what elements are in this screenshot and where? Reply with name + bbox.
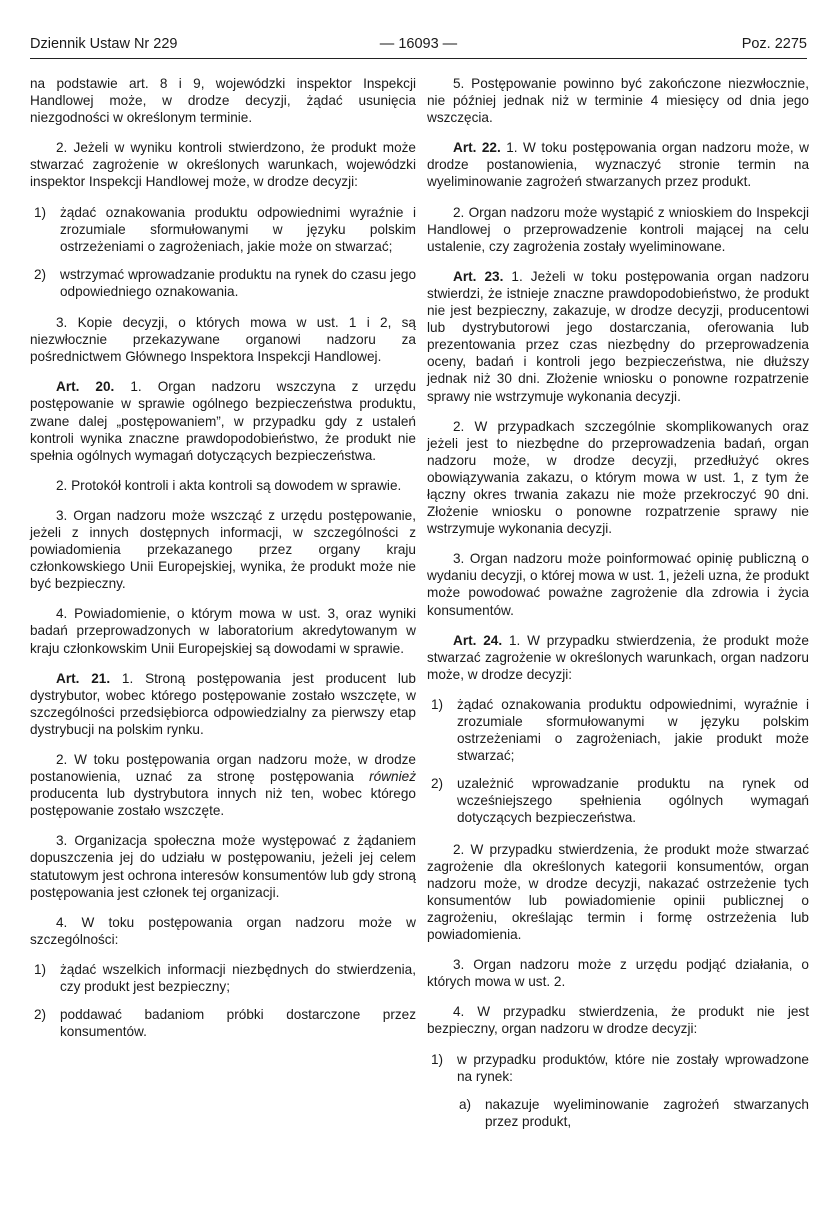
paragraph: 2. W przypadku stwierdzenia, że produkt może stwarzać zagrożenie dla określonych kategorii konsumentów, organ nadzoru może, w drodze decyzji, nakazać ostrzeżenie tych konsumentów lub powiadomienie opinii publicznej o zagrożeniu, określając termin i formę ostrzeżenia lub powiadomienia. [427, 841, 809, 943]
article-text: 1. Jeżeli w toku postępowania organ nadzoru stwierdzi, że istnieje znaczne prawdopodobieństwo, że produkt nie jest bezpieczny, zakazuje, w drodze decyzji, producentowi lub dystrybutorowi jego dostarczania, oferowania lub prezentowania przez czas niezbędny do przeprowadzenia oceny, badań i kontroli jego bezpieczeństwa, nie dłuższy jednak niż 30 dni. Złożenie wniosku o ponowne rozpatrzenie sprawy nie wstrzymuje wykonania decyzji. [427, 268, 810, 404]
sub-list-letter: a) [459, 1096, 472, 1112]
sub-list-text: nakazuje wyeliminowanie zagrożeń stwarzanych przez produkt, [485, 1096, 809, 1129]
list-text: wstrzymać wprowadzanie produktu na rynek do czasu jego odpowiedniego oznakowania. [60, 266, 416, 299]
article-22 [427, 139, 809, 190]
list-text: żądać wszelkich informacji niezbędnych do stwierdzenia, czy produkt jest bezpieczny; [60, 961, 416, 995]
list-number: 1) [431, 696, 444, 712]
article-text: 1. W toku postępowania organ nadzoru może, w drodze postanowienia, wyznaczyć stronie termin na wyeliminowanie zagrożeń stwarzanych przez produkt. [427, 140, 809, 190]
list-number: 2) [34, 266, 47, 282]
list-item [427, 696, 809, 764]
page-header [30, 36, 807, 59]
article-text: 1. W przypadku stwierdzenia, że produkt może stwarzać zagrożenie w określonych warunkach, organ nadzoru może, w drodze decyzji: [427, 632, 809, 682]
list-number: 2) [431, 776, 444, 792]
paragraph: 2. W przypadkach szczególnie skomplikowanych oraz jeżeli jest to niezbędne do przeprowadzenia badań, organ nadzoru może, w drodze decyzji, przedłużyć okres obowiązywania zakazu, o którym mowa w ust. 1, z tym że łączny okres trwania zakazu nie może przekroczyć 90 dni. Złożenie wniosku o ponowne rozpatrzenie sprawy nie wstrzymuje wykonania decyzji. [427, 418, 809, 537]
list-text: żądać oznakowania produktu odpowiednimi wyraźnie i zrozumiale sformułowanymi w języku polskim ostrzeżeniami o zagrożeniach, jakie może on stwarzać; [60, 204, 416, 254]
list-item [427, 1051, 809, 1085]
paragraph [30, 751, 416, 819]
paragraph: 3. Organ nadzoru może poinformować opinię publiczną o wydaniu decyzji, o której mowa w ust. 1, jeżeli uzna, że produkt może powodować poważne zagrożenie dla zdrowia i życia konsumentów. [427, 551, 809, 618]
position-number: Poz. 2275 [741, 36, 807, 52]
article-text: 1. Stroną postępowania jest producent lub dystrybutor, wobec którego postępowanie zostało wszczęte, w szczególności przedsiębiorca odpowiedzialny za pierwszy etap dystrybucji na polskim rynku. [30, 670, 416, 737]
article-24 [427, 632, 809, 683]
article-label: Art. 21. [56, 670, 111, 686]
sub-list-item [427, 1096, 809, 1130]
paragraph: 5. Postępowanie powinno być zakończone niezwłocznie, nie później jednak niż w terminie 4 miesięcy od dnia jego wszczęcia. [427, 76, 809, 126]
italic-text: również [369, 769, 416, 785]
list-number: 1) [34, 961, 47, 977]
list-number: 2) [34, 1007, 47, 1023]
list-item [427, 775, 809, 826]
list-text: żądać oznakowania produktu odpowiednimi, wyraźnie i zrozumiale sformułowanymi w języku polskim ostrzeżeniami o zagrożeniach, jakie produkt może stwarzać; [457, 696, 809, 764]
article-label: Art. 23. [453, 268, 504, 284]
journal-title: Dziennik Ustaw Nr 229 [30, 36, 178, 52]
list-text: poddawać badaniom próbki dostarczone przez konsumentów. [60, 1007, 416, 1040]
right-column [427, 75, 809, 1141]
list-text: w przypadku produktów, które nie zostały wprowadzone na rynek: [457, 1051, 809, 1084]
list-item [30, 961, 416, 995]
paragraph: 4. W przypadku stwierdzenia, że produkt nie jest bezpieczny, organ nadzoru w drodze decyzji: [427, 1004, 809, 1037]
article-label: Art. 24. [453, 632, 503, 648]
paragraph: 4. W toku postępowania organ nadzoru może w szczególności: [30, 914, 416, 947]
paragraph: na podstawie art. 8 i 9, wojewódzki inspektor Inspekcji Handlowej może, w drodze decyzji, żądać usunięcia niezgodności w określonym terminie. [30, 76, 416, 126]
list-text: uzależnić wprowadzanie produktu na rynek od wcześniejszego spełnienia ogólnych wymagań dotyczących bezpieczeństwa. [457, 776, 809, 826]
paragraph: 3. Organ nadzoru może wszcząć z urzędu postępowanie, jeżeli z innych dostępnych informacji, w szczególności z powiadomienia przekazanego przez organy kraju członkowskiego Unii Europejskiej, wynika, że produkt może nie być bezpieczny. [30, 507, 416, 592]
paragraph: 2. Organ nadzoru może wystąpić z wnioskiem do Inspekcji Handlowej o przeprowadzenie kontroli mającej na celu ustalenie, czy zagrożenia zostały wyeliminowane. [427, 204, 809, 254]
article-20 [30, 378, 416, 463]
list-item [30, 204, 416, 255]
article-text: 1. Organ nadzoru wszczyna z urzędu postępowanie w sprawie ogólnego bezpieczeństwa produktu, zwane dalej „postępowaniem”, w przypadku gdy z ustaleń kontroli wynika znaczne prawdopodobieństwo, że produkt nie spełnia ogólnych wymagań dotyczących bezpieczeństwa. [30, 379, 417, 463]
article-label: Art. 20. [56, 379, 115, 395]
paragraph: 2. Jeżeli w wyniku kontroli stwierdzono, że produkt może stwarzać zagrożenie w określonych warunkach, wojewódzki inspektor Inspekcji Handlowej może, w drodze decyzji: [30, 140, 416, 190]
page-number: — 16093 — [379, 36, 458, 52]
list-item [30, 1006, 416, 1040]
paragraph: 3. Kopie decyzji, o których mowa w ust. 1 i 2, są niezwłocznie przekazywane organowi nadzoru za pośrednictwem Głównego Inspektora Inspekcji Handlowej. [30, 315, 416, 365]
left-column [30, 75, 416, 1051]
list-item [30, 266, 416, 300]
text-run: 2. W toku postępowania organ nadzoru może, w drodze postanowienia, uznać za stronę postępowania [30, 752, 416, 785]
text-run: producenta lub dystrybutora innych niż ten, wobec którego postępowanie zostało wszczęte. [30, 786, 416, 819]
paragraph: 2. Protokół kontroli i akta kontroli są dowodem w sprawie. [56, 477, 402, 493]
article-23 [427, 268, 809, 405]
paragraph: 3. Organ nadzoru może z urzędu podjąć działania, o których mowa w ust. 2. [427, 957, 809, 990]
paragraph: 4. Powiadomienie, o którym mowa w ust. 3, oraz wyniki badań przeprowadzonych w laboratorium akredytowanym w kraju członkowskim Unii Europejskiej są dowodami w sprawie. [30, 606, 416, 656]
list-number: 1) [431, 1051, 444, 1067]
list-number: 1) [34, 204, 47, 220]
article-label: Art. 22. [453, 140, 501, 156]
paragraph: 3. Organizacja społeczna może występować z żądaniem dopuszczenia jej do udziału w postępowaniu, jeżeli jej celem statutowym jest ochrona interesów konsumentów lub gdy stroną postępowania jest członek tej organizacji. [30, 833, 416, 900]
article-21 [30, 670, 416, 738]
